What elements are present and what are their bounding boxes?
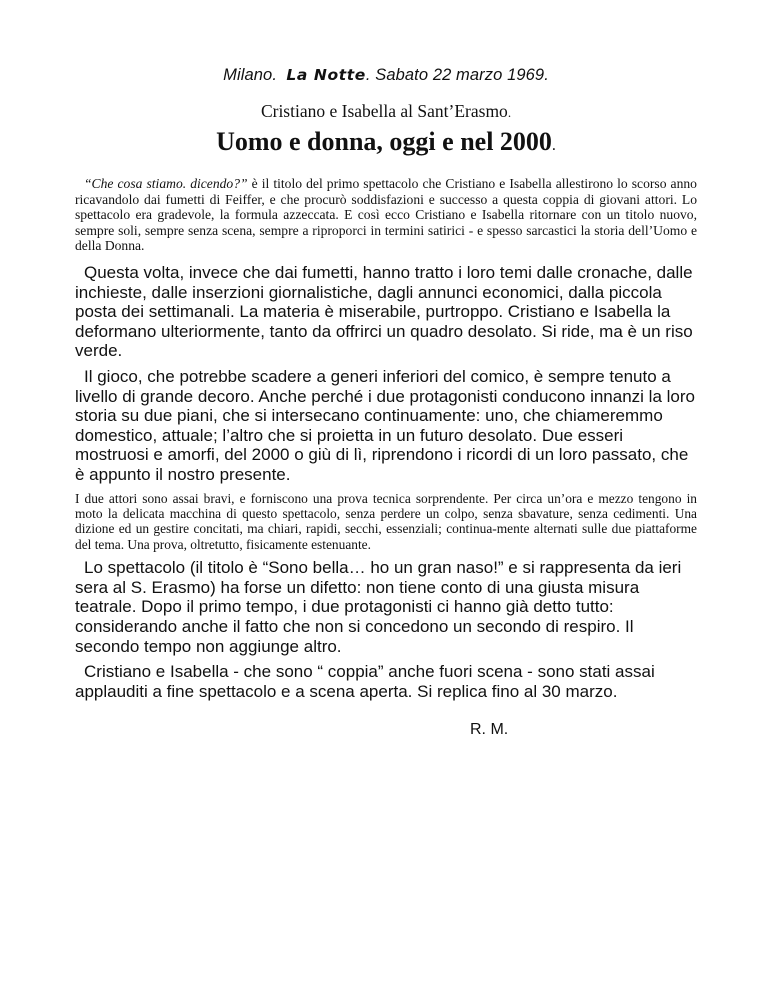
newspaper-name: La Notte xyxy=(286,66,366,84)
body-paragraph-1: Questa volta, invece che dai fumetti, hanno tratto i loro temi dalle cronache, dalle inchieste, dalle inserzioni giornalistiche, dagli annunci economici, dalla piccola posta dei settimanali. La materia è miserabile, purtroppo. Cristiano e Isabella la deformano ulteriormente, tanto da offrirci un quadro desolato. Si ride, ma è un riso verde. xyxy=(75,262,693,361)
body-paragraph-2: Il gioco, che potrebbe scadere a generi inferiori del comico, è sempre tenuto a livello di grande decoro. Anche perché i due protagonisti conducono innanzi la loro storia su due piani, che si intersecano continuamente: uno, che chiameremmo domestico, attuale; l’altro che si proietta in un futuro desolato. Due esseri mostruosi e amorfi, del 2000 o giù di lì, riprendono i ricordi di un loro passato, che è appunto il nostro presente. xyxy=(75,366,695,484)
article-subhead: Cristiano e Isabella al Sant’Erasmo. xyxy=(260,101,512,121)
article xyxy=(75,66,697,739)
dateline-city: Milano. xyxy=(223,66,277,84)
body-paragraph-3: I due attori sono assai bravi, e forniscono una prova tecnica sorprendente. Per circa un’ora e mezzo tengono in moto la delicata macchina di questo spettacolo, senza perdere un colpo, senza sbavature, senza cedimenti. Una dizione ed un gestire concitati, ma chiari, rapidi, secchi, essenziali; continua-mente alternati sulle due piattaforme del tema. Una prova, oltretutto, fisicamente estenuante. xyxy=(75,490,697,552)
body-paragraph-4: Lo spettacolo (il titolo è “Sono bella… ho un gran naso!” e si rappresenta da ieri sera al S. Erasmo) ha forse un difetto: non tiene conto di una giusta misura teatrale. Dopo il primo tempo, i due protagonisti ci hanno già detto tutto: considerando anche il fatto che non si concedono un secondo di respiro. Il secondo tempo non aggiunge altro. xyxy=(75,558,682,656)
quoted-show-title: “Che cosa stiamo. dicendo?” xyxy=(84,176,248,191)
lead-paragraph: “Che cosa stiamo. dicendo?” è il titolo del primo spettacolo che Cristiano e Isabella allestirono lo scorso anno ricavandolo dai fumetti di Feiffer, e che procurò soddisfazioni e successo a questa coppia di giovani attori. Lo spettacolo era gradevole, la formula azzeccata. E così ecco Cristiano e Isabella ritornare con un titolo nuovo, sempre soli, sempre senza scena, sempre a riproporci in termini satirici - e spesso sarcastici la storia dell’Uomo e della Donna. xyxy=(75,176,697,254)
dateline xyxy=(75,66,697,85)
article-headline: Uomo e donna, oggi e nel 2000. xyxy=(216,127,556,156)
body-paragraph-5: Cristiano e Isabella - che sono “ coppia” anche fuori scena - sono stati assai applauditi a fine spettacolo e a scena aperta. Si replica fino al 30 marzo. xyxy=(75,662,655,701)
dateline-date: . Sabato 22 marzo 1969. xyxy=(365,66,549,84)
author-signature: R. M. xyxy=(470,721,509,739)
